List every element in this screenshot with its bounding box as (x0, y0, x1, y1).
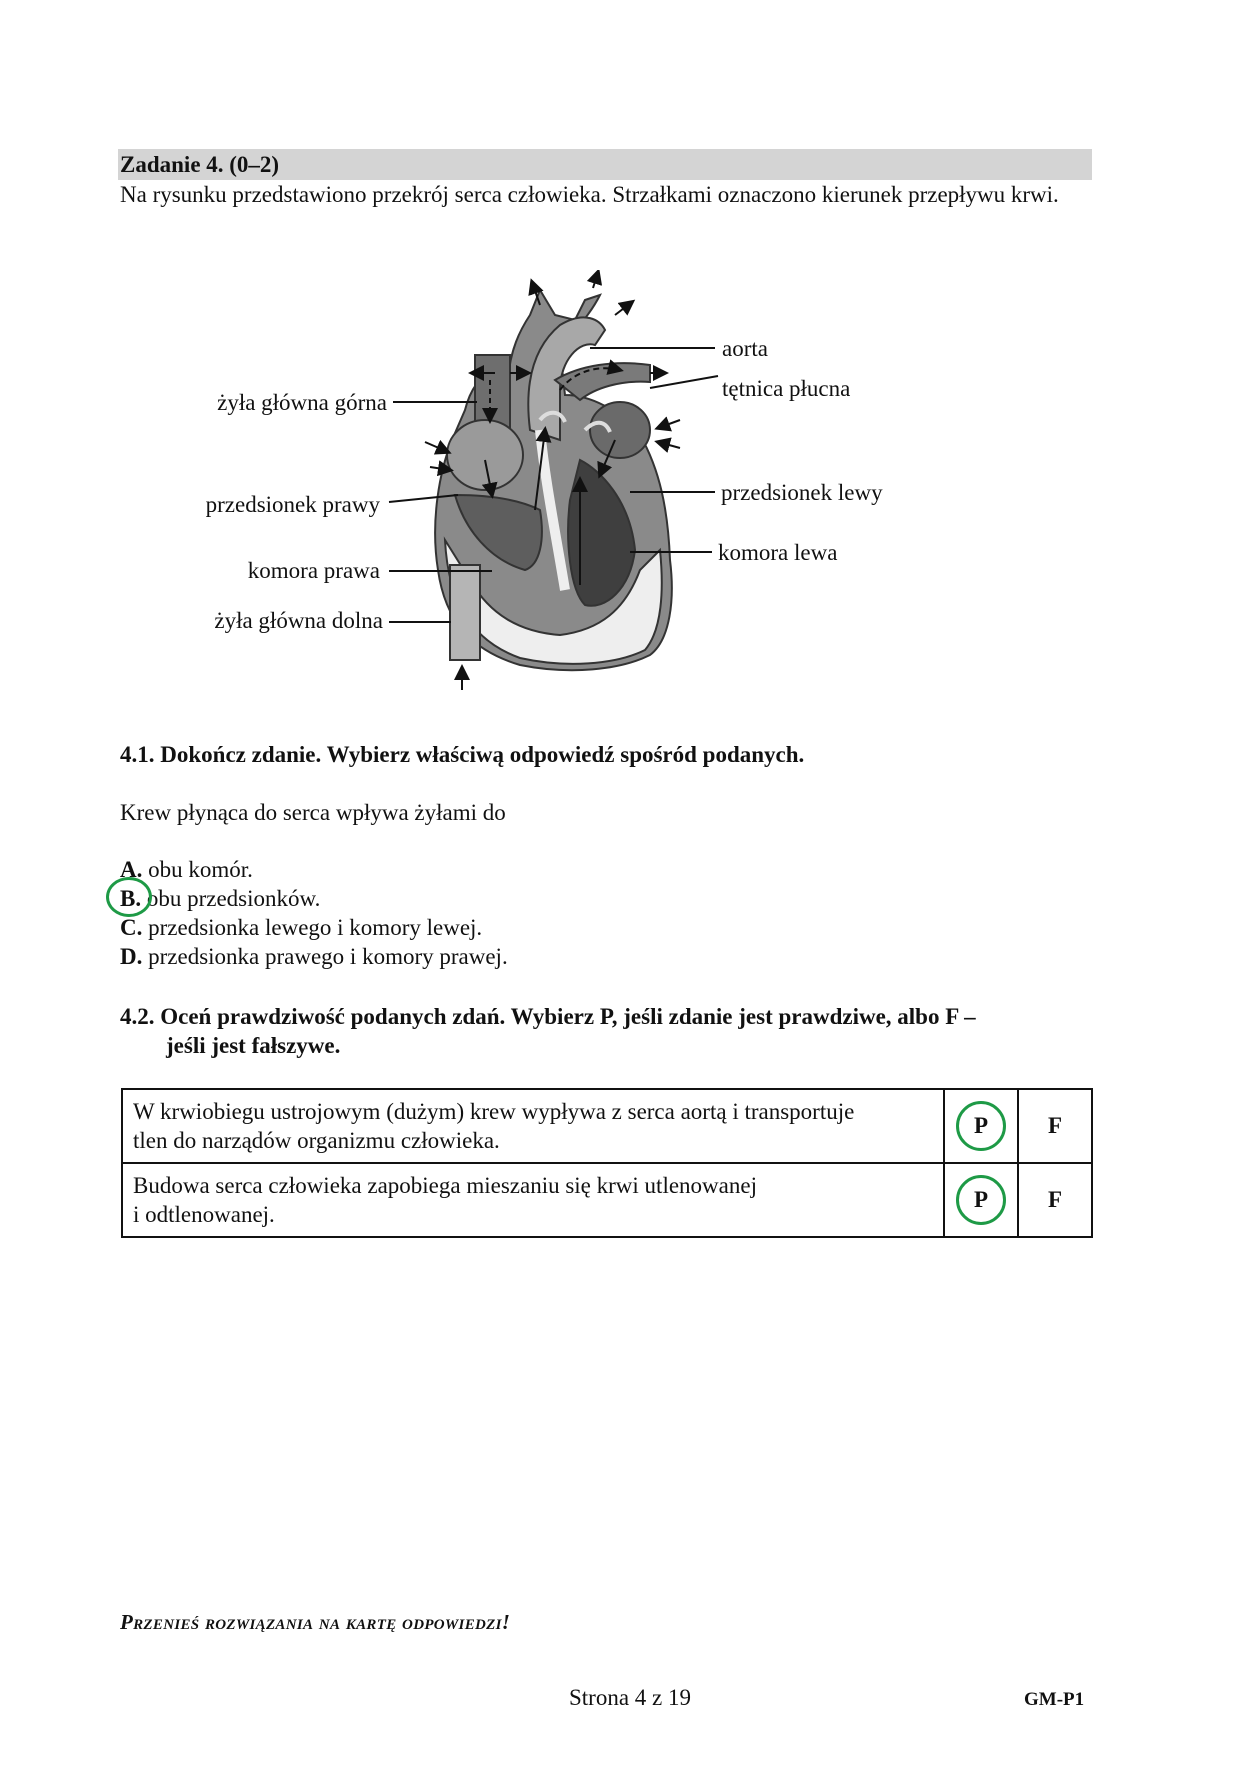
table-row (122, 1163, 1092, 1237)
statement-cell (122, 1163, 944, 1237)
statement-line: tlen do narządów organizmu człowieka. (133, 1128, 500, 1153)
statement-line: W krwiobiegu ustrojowym (dużym) krew wypływa z serca aortą i transportuje (133, 1099, 855, 1124)
question-4-1-stem: Krew płynąca do serca wpływa żyłami do (120, 800, 506, 825)
heart-diagram (0, 270, 1260, 710)
statement-line: Budowa serca człowieka zapobiega mieszaniu się krwi utlenowanej (133, 1173, 757, 1198)
answer-mark-circle (956, 1101, 1006, 1151)
label-aorta: aorta (722, 336, 768, 361)
option-text: obu przedsionków. (146, 886, 321, 911)
label-left-ventricle: komora lewa (718, 540, 838, 565)
task-intro: Na rysunku przedstawiono przekrój serca człowieka. Strzałkami oznaczono kierunek przepływu krwi. (120, 182, 1059, 207)
task-header: Zadanie 4. (0–2) (118, 149, 1092, 180)
label-right-ventricle: komora prawa (247, 558, 380, 583)
true-option-cell[interactable] (944, 1089, 1018, 1163)
false-option-label: F (1047, 1113, 1063, 1138)
label-right-atrium: przedsionek prawy (205, 492, 380, 517)
false-option-cell[interactable] (1018, 1163, 1092, 1237)
option-letter: A. (120, 857, 143, 882)
question-4-1-title: 4.1. Dokończ zdanie. Wybierz właściwą odpowiedź spośród podanych. (120, 742, 805, 767)
answer-mark-circle (956, 1175, 1006, 1225)
label-superior-vena-cava: żyła główna górna (217, 390, 387, 415)
page-number: Strona 4 z 19 (568, 1685, 691, 1710)
label-left-atrium: przedsionek lewy (721, 480, 883, 505)
false-option-cell[interactable] (1018, 1089, 1092, 1163)
statement-cell (122, 1089, 944, 1163)
option-c[interactable] (120, 913, 482, 942)
heart-drawing (425, 272, 680, 690)
option-letter: B. (120, 886, 142, 911)
exam-code: GM-P1 (1024, 1689, 1085, 1710)
table-row (122, 1089, 1092, 1163)
option-text: przedsionka lewego i komory lewej. (148, 915, 483, 940)
true-option-label: P (973, 1187, 989, 1212)
option-letter: C. (120, 915, 143, 940)
true-option-label: P (973, 1113, 989, 1138)
question-4-2-title-cont: jeśli jest fałszywe. (166, 1033, 341, 1058)
statement-line: i odtlenowanej. (133, 1202, 275, 1227)
option-letter: D. (120, 944, 143, 969)
option-text: obu komór. (148, 857, 253, 882)
label-inferior-vena-cava: żyła główna dolna (214, 608, 383, 633)
true-option-cell[interactable] (944, 1163, 1018, 1237)
transfer-answers-note: Przenieś rozwiązania na kartę odpowiedzi! (120, 1610, 511, 1634)
option-d[interactable] (120, 942, 508, 971)
true-false-table (121, 1088, 1093, 1238)
false-option-label: F (1047, 1187, 1063, 1212)
label-pulmonary-artery: tętnica płucna (722, 376, 851, 401)
answer-mark-circle (106, 877, 152, 917)
option-text: przedsionka prawego i komory prawej. (148, 944, 508, 969)
question-4-2-title: 4.2. Oceń prawdziwość podanych zdań. Wybierz P, jeśli zdanie jest prawdziwe, albo F – (120, 1004, 976, 1029)
